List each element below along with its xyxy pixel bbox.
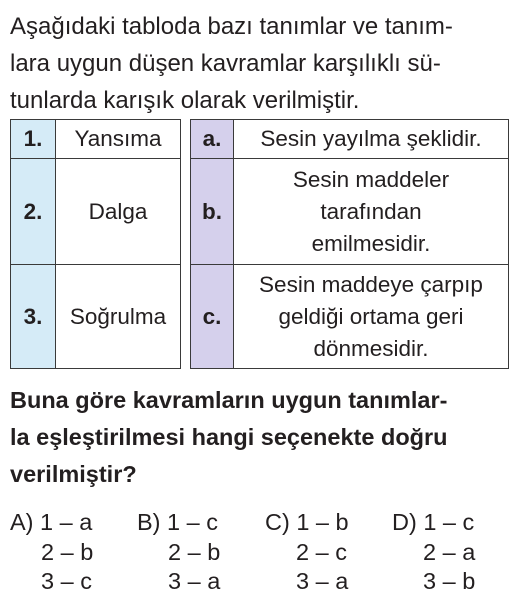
option-pair: 2 – b [41,538,94,565]
definition-text [234,159,509,265]
option-pair: 1 – a [40,509,93,535]
definition-row [191,120,509,159]
question-line: la eşleştirilmesi hangi seçenekte doğru [10,424,448,450]
term-number: 1. [11,120,56,159]
definition-line: Sesin maddeler [292,166,450,192]
option-label: B) [137,509,161,535]
definitions-table [190,119,509,369]
intro-paragraph [10,8,522,119]
term-number: 2. [11,159,56,265]
option-pair: 3 – a [296,568,349,594]
definition-line: emilmesidir. [311,230,431,256]
term-row [11,159,181,265]
definition-line: Sesin yayılma şeklidir. [260,126,482,151]
definition-letter: b. [191,159,234,265]
term-name: Soğrulma [56,265,181,369]
definition-line: geldiği ortama geri [278,303,464,329]
definition-letter: c. [191,265,234,369]
option-pair: 1 – b [296,509,349,535]
definition-line: tarafından [320,198,422,224]
definition-line: Sesin maddeye çarpıp [259,271,483,297]
term-number: 3. [11,265,56,369]
option-pair: 1 – c [423,509,475,535]
intro-line: lara uygun düşen kavramlar karşılıklı sü- [10,50,441,77]
definition-line: dönmesidir. [313,335,429,361]
term-row [11,265,181,369]
terms-table [10,119,181,369]
option-pair: 3 – b [423,568,476,594]
intro-line: tunlarda karışık olarak verilmiştir. [10,87,360,114]
option-pair: 3 – a [168,568,221,594]
term-row [11,120,181,159]
option-a[interactable] [10,508,93,597]
definition-text [234,265,509,369]
option-pair: 2 – b [168,538,221,565]
option-c[interactable] [265,508,349,597]
option-label: C) [265,509,290,535]
term-name: Dalga [56,159,181,265]
intro-line: Aşağıdaki tabloda bazı tanımlar ve tanım- [10,13,453,40]
definition-letter: a. [191,120,234,159]
option-b[interactable] [137,508,220,597]
option-label: D) [392,509,417,535]
term-name: Yansıma [56,120,181,159]
definition-row [191,265,509,369]
question-text [10,382,522,493]
option-pair: 2 – a [423,538,476,565]
question-line: Buna göre kavramların uygun tanımlar- [10,387,448,413]
definition-row [191,159,509,265]
option-pair: 1 – c [167,509,218,535]
question-line: verilmiştir? [10,461,137,487]
option-pair: 2 – c [296,538,347,565]
option-d[interactable] [392,508,475,597]
option-pair: 3 – c [41,568,92,594]
option-label: A) [10,509,34,535]
definition-text [234,120,509,159]
